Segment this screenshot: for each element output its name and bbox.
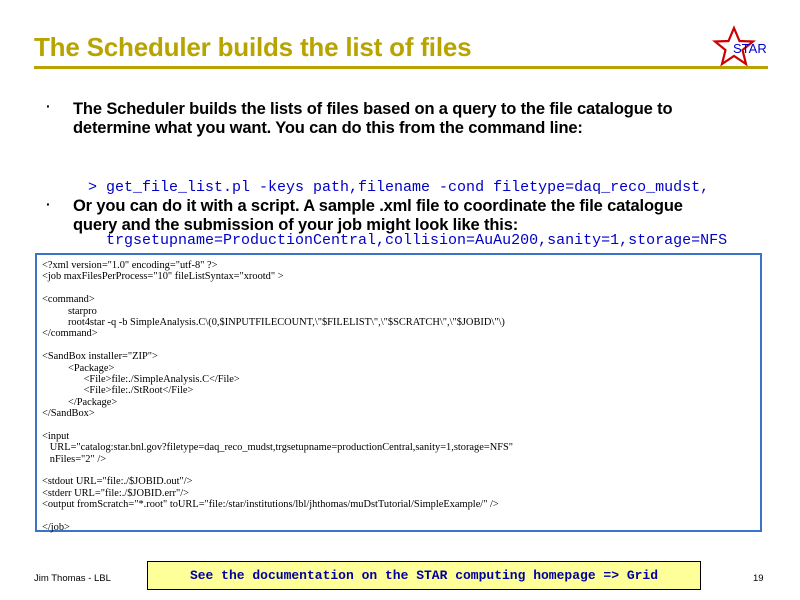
- command-line-1: > get_file_list.pl -keys path,filename -cond filetype=daq_reco_mudst,: [88, 179, 710, 196]
- footer-note: See the documentation on the STAR computing homepage => Grid: [189, 568, 659, 583]
- xml-code-line: <stderr URL="file:./$JOBID.err"/>: [42, 487, 189, 499]
- xml-code-line: <stdout URL="file:./$JOBID.out"/>: [42, 476, 193, 488]
- xml-code-line: </command>: [42, 328, 98, 340]
- bullet-1-line-1: The Scheduler builds the lists of files based on a query to the file catalogue to: [73, 100, 673, 118]
- xml-code-line: [42, 419, 513, 430]
- xml-code-block: [42, 260, 513, 533]
- bullet-2-symbol: ·: [46, 196, 51, 212]
- bullet-2-line-1: Or you can do it with a script. A sample .xml file to coordinate the file catalogue: [73, 197, 683, 215]
- xml-code-line: <SandBox installer="ZIP">: [42, 351, 158, 363]
- footer-author: Jim Thomas - LBL: [34, 573, 111, 584]
- xml-code-line: [42, 465, 513, 476]
- bullet-1-symbol: ·: [46, 98, 51, 114]
- xml-code-line: <input: [42, 430, 70, 442]
- bullet-1-line-2: determine what you want. You can do this from the command line:: [73, 119, 583, 137]
- bullet-2-line-2: query and the submission of your job might look like this:: [73, 216, 519, 234]
- command-line-2: trgsetupname=ProductionCentral,collision=AuAu200,sanity=1,storage=NFS: [88, 231, 728, 249]
- xml-code-line: [42, 511, 513, 522]
- xml-code-line: nFiles="2" />: [42, 453, 107, 465]
- slide-title: The Scheduler builds the list of files: [34, 32, 472, 62]
- xml-code-line: URL="catalog:star.bnl.gov?filetype=daq_reco_mudst,trgsetupname=productionCentral,sanity=1,storage=NFS": [42, 442, 514, 454]
- xml-code-line: [42, 340, 513, 351]
- xml-code-line: [42, 283, 513, 294]
- xml-code-line: <File>file:./StRoot</File>: [42, 385, 194, 397]
- xml-code-line: </SandBox>: [42, 408, 95, 420]
- xml-code-line: starpro: [42, 305, 97, 317]
- xml-code-line: </Package>: [42, 396, 118, 408]
- xml-code-line: <output fromScratch="*.root" toURL="file:/star/institutions/lbl/jhthomas/muDstTutorial/SimpleExample/" />: [42, 499, 499, 511]
- star-icon: [712, 24, 770, 68]
- bullet-1-text: [73, 100, 672, 138]
- star-logo-text: STAR: [733, 41, 767, 56]
- title-underline: [34, 66, 768, 69]
- page-number: 19: [753, 573, 764, 584]
- xml-code-line: <job maxFilesPerProcess="10" fileListSyntax="xrootd" >: [42, 271, 284, 283]
- star-logo: [712, 24, 770, 68]
- xml-code-line: </job>: [42, 521, 70, 533]
- xml-code-line: <?xml version="1.0" encoding="utf-8" ?>: [42, 260, 218, 271]
- xml-code-line: <command>: [42, 294, 95, 306]
- xml-code-line: <Package>: [42, 362, 115, 374]
- xml-code-line: root4star -q -b SimpleAnalysis.C\(0,$INPUTFILECOUNT,\"$FILELIST\",\"$SCRATCH\",\"$JOBID\"\): [42, 316, 505, 328]
- bullet-2-text: [73, 197, 683, 235]
- xml-code-line: <File>file:./SimpleAnalysis.C</File>: [42, 373, 240, 385]
